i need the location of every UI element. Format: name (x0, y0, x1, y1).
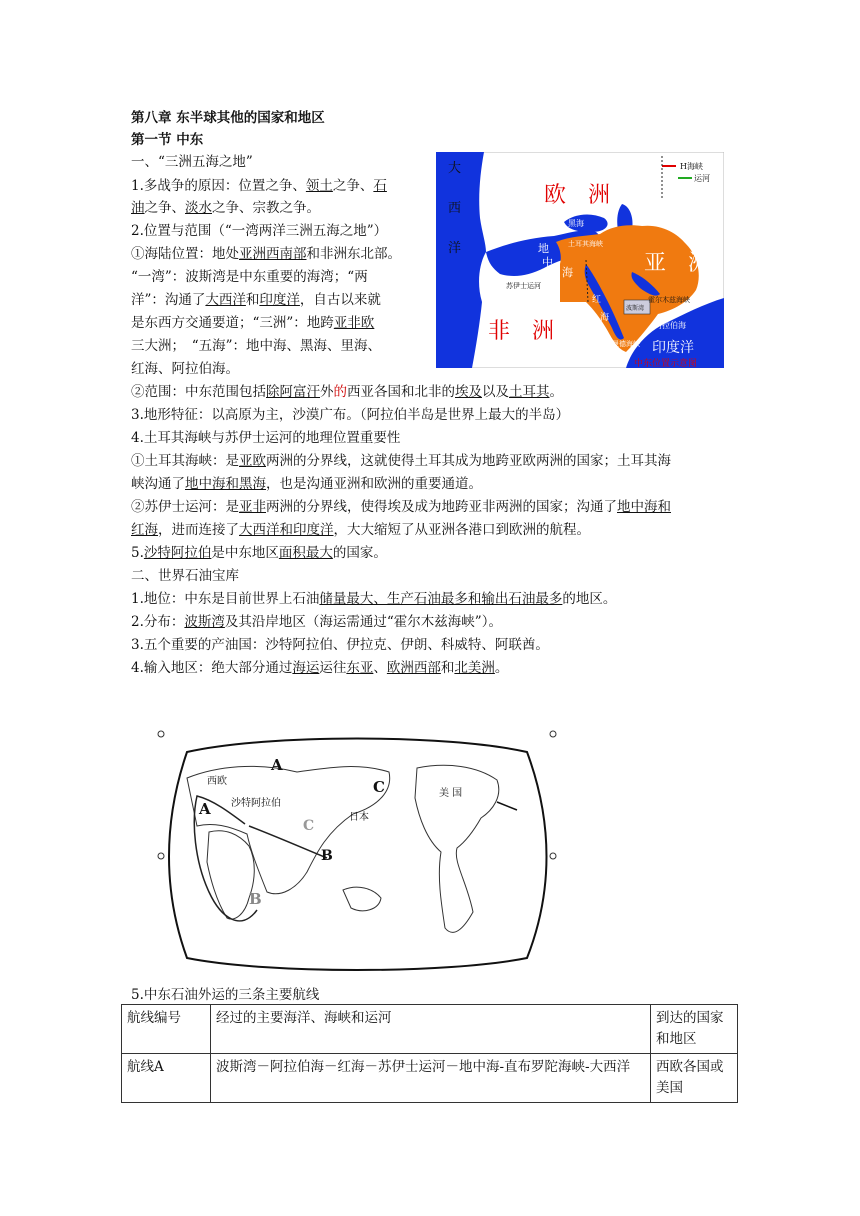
th-destination: 到达的国家和地区 (651, 1005, 738, 1054)
map-caption: 中东位置示意图 (634, 359, 698, 368)
para-oceans: 洋”：沟通了大西洋和印度洋，自古以来就 (131, 292, 381, 308)
cell-route-path: 波斯湾－阿拉伯海－红海－苏伊士运河－地中海-直布罗陀海峡-大西洋 (211, 1054, 651, 1103)
label-africa: 非 洲 (488, 319, 555, 344)
para-oil-countries: 3.五个重要的产油国：沙特阿拉伯、伊拉克、伊朗、科威特、阿联酋。 (131, 637, 549, 653)
label-hormuz: 霍尔木兹海峡 (648, 296, 690, 304)
label-indian-ocean: 印度洋 (652, 340, 694, 356)
label-route-a2: A (199, 800, 211, 818)
label-black-sea: 黑海 (568, 219, 584, 228)
para-turkey-strait: ①土耳其海峡：是亚欧两洲的分界线，这就使得土耳其成为地跨亚欧两洲的国家；土耳其海 (131, 453, 671, 469)
label-persian-gulf: 波斯湾 (626, 305, 645, 312)
chapter-title: 第八章 东半球其他的国家和地区 (131, 110, 325, 126)
para-range: ②范围：中东范围包括除阿富汗外的西亚各国和北非的埃及以及土耳其。 (131, 384, 563, 400)
label-red2: 海 (600, 313, 610, 323)
para-sea-land: ①海陆位置：地处亚洲西南部和非洲东北部。 (131, 246, 401, 262)
para-bay: “一湾”：波斯湾是中东重要的海湾；“两 (131, 269, 368, 285)
label-mandeb: 曼德海峡 (612, 340, 640, 348)
para-seas-cont: 红海、阿拉伯海。 (131, 361, 239, 377)
label-suez: 苏伊士运河 (506, 282, 541, 290)
handle-tr (550, 731, 556, 737)
cell-destination: 西欧各国或美国 (651, 1054, 738, 1103)
para-position: 2.位置与范围（“一湾两洋三洲五海之地”） (131, 223, 388, 239)
label-japan: 日本 (349, 812, 369, 823)
para-suez: ②苏伊士运河：是亚非两洲的分界线，使得埃及成为地跨亚非两洲的国家；沟通了地中海和 (131, 499, 671, 515)
routes-heading: 5.中东石油外运的三条主要航线 (131, 987, 320, 1003)
label-da: 大 (448, 161, 462, 176)
label-arabian-sea: 阿拉伯海 (654, 321, 686, 330)
part1-heading: 一、“三洲五海之地” (131, 154, 253, 170)
label-di: 地 (538, 242, 549, 255)
table-header-row (122, 1005, 738, 1054)
part2-heading: 二、世界石油宝库 (131, 568, 239, 584)
label-hai: 海 (562, 266, 573, 279)
label-yang: 洋 (448, 241, 462, 256)
label-zhong: 中 (542, 256, 553, 269)
para-suez-cont: 红海，进而连接了大西洋和印度洋，大大缩短了从亚洲各港口到欧洲的航程。 (131, 522, 590, 538)
label-turkey-strait: 土耳其海峡 (568, 240, 603, 248)
para-five-seas: 三大洲； “五海”：地中海、黑海、里海、 (131, 338, 382, 354)
label-route-c2: C (303, 818, 315, 834)
handle-ml (158, 853, 164, 859)
label-west-europe: 西欧 (207, 776, 227, 787)
th-route-id: 航线编号 (122, 1005, 211, 1054)
label-usa: 美 国 (439, 788, 463, 799)
para-saudi: 5.沙特阿拉伯是中东地区面积最大的国家。 (131, 545, 387, 561)
para-oil-import: 4.输入地区：绝大部分通过海运运往东亚、欧洲西部和北美洲。 (131, 660, 509, 676)
handle-mr (550, 853, 556, 859)
routes-table (121, 1004, 738, 1103)
para-oil-status: 1.地位：中东是目前世界上石油储量最大、生产石油最多和输出石油最多的地区。 (131, 591, 617, 607)
legend-strait: H海峡 (680, 162, 703, 171)
label-xi: 西 (448, 201, 462, 216)
cell-route-id: 航线A (122, 1054, 211, 1103)
section-title: 第一节 中东 (131, 132, 204, 148)
th-route-path: 经过的主要海洋、海峡和运河 (211, 1005, 651, 1054)
label-route-b2: B (249, 890, 262, 908)
para-strait-heading: 4.土耳其海峡与苏伊士运河的地理位置重要性 (131, 430, 401, 446)
label-route-a1: A (271, 756, 283, 774)
para-oil-distribution: 2.分布：波斯湾及其沿岸地区（海运需通过“霍尔木兹海峡”）。 (131, 614, 502, 630)
para-continents: 是东西方交通要道；“三洲”：地跨亚非欧 (131, 315, 375, 331)
label-saudi: 沙特阿拉伯 (231, 798, 281, 809)
label-asia: 亚 洲 (644, 251, 711, 276)
label-route-c1: C (373, 778, 385, 796)
world-map-frame (169, 739, 547, 971)
para-war-causes: 1.多战争的原因：位置之争、领土之争、石 (131, 178, 387, 194)
label-europe: 欧 洲 (544, 183, 611, 208)
para-war-causes-cont: 油之争、淡水之争、宗教之争。 (131, 200, 320, 216)
para-turkey-strait-cont: 峡沟通了地中海和黑海，也是沟通亚洲和欧洲的重要通道。 (131, 476, 482, 492)
table-row (122, 1054, 738, 1103)
legend-canal: 运河 (694, 174, 710, 183)
oil-routes-map (157, 722, 557, 978)
label-red1: 红 (592, 295, 602, 305)
middle-east-map (436, 152, 724, 368)
label-route-b1: B (321, 848, 333, 864)
handle-tl (158, 731, 164, 737)
para-terrain: 3.地形特征：以高原为主，沙漠广布。（阿拉伯半岛是世界上最大的半岛） (131, 407, 570, 423)
